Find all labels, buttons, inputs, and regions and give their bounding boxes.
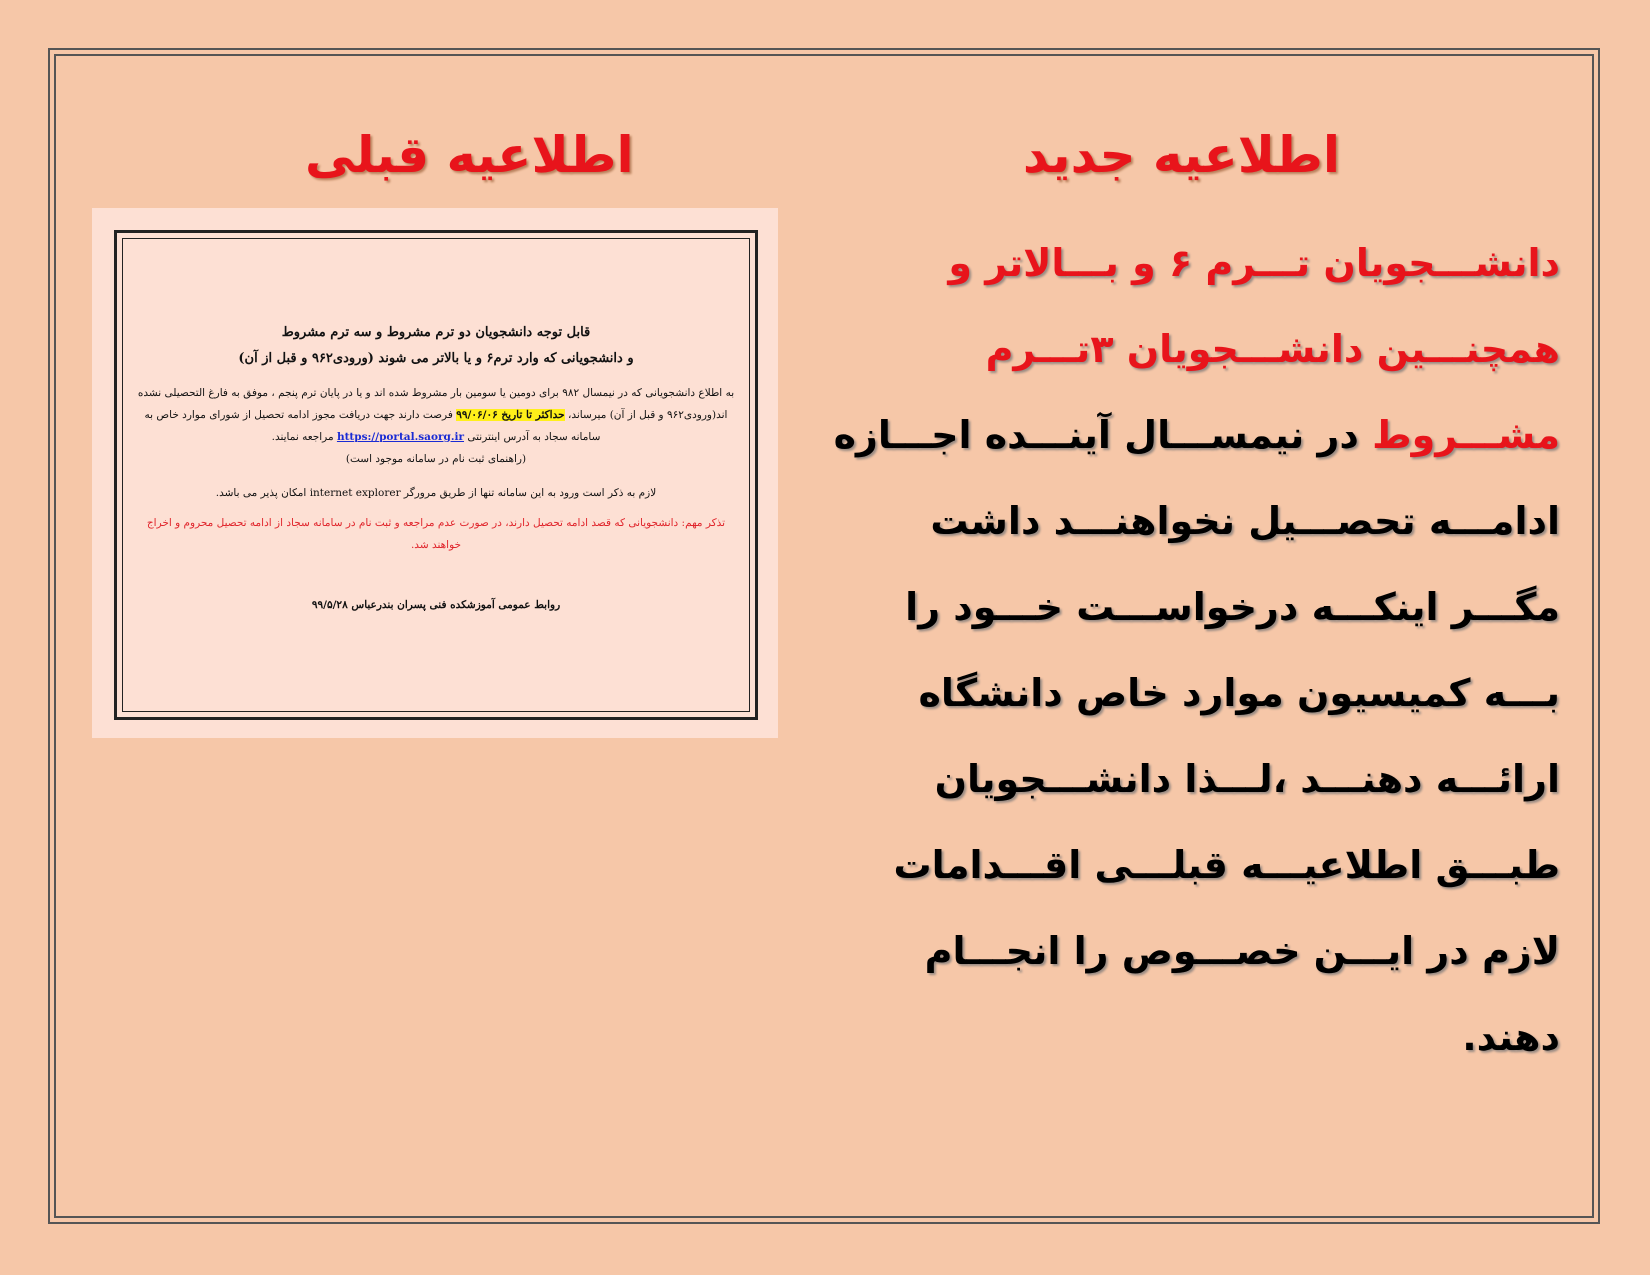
old-notice-title: اطلاعیه قبلی (305, 126, 634, 184)
new-notice-text (830, 220, 1560, 1080)
old-notice-content (136, 320, 736, 616)
old-notice-signature: روابط عمومی آموزشکده فنی پسران بندرعباس ۹۹/۵/۲۸ (311, 599, 561, 611)
old-notice-body-part2: فرصت دارند جهت دریافت مجوز ادامه تحصیل از شورای موارد خاص به سامانه سجاد به آدرس اینترنتی (144, 409, 601, 443)
old-notice-guide: (راهنمای ثبت نام در سامانه موجود است) (345, 453, 527, 465)
old-notice-browser-note: لازم به ذکر است ورود به این سامانه تنها از طریق مرورگر internet explorer امکان پذیر می باشد. (215, 487, 657, 499)
new-notice-title: اطلاعیه جدید (1022, 126, 1340, 184)
old-notice-heading-1: قابل توجه دانشجویان دو ترم مشروط و سه ترم مشروط (281, 325, 591, 340)
old-notice-heading-2: و دانشجویانی که وارد ترم۶ و یا بالاتر می شوند (ورودی۹۶۲ و قبل از آن) (238, 351, 634, 366)
new-notice-line2-red: دانشـــجویان ۳تـــرم مشـــروط (985, 327, 1560, 457)
new-notice-line2-black: در نیمســـال (1124, 413, 1373, 457)
old-notice-deadline-highlight: حداکثر تا تاریخ ۹۹/۰۶/۰۶ (456, 409, 565, 421)
old-notice-image (92, 208, 778, 738)
new-notice-body: آینـــده اجـــازه ادامـــه تحصـــیل نخواهنـــد داشت مگـــر اینکـــه درخواســـت خـــود را بـــه کمیسیون موارد خاص دانشگاه ارائـــه دهنـــد ،لـــذا دانشـــجویان طبـــق اطلاعیـــه قبلـــی اقـــدامات لازم در ایـــن خصـــوص را انجـــام دهند. (833, 413, 1560, 1059)
old-notice-body-part1: به اطلاع دانشجویانی که در نیمسال ۹۸۲ برای دومین یا سومین بار مشروط شده اند و یا در پایان ترم پنجم ، موفق به فارغ التحصیلی نشده اند(ورودی۹۶۲ و قبل از آن) میرساند، (137, 387, 735, 421)
old-notice-body (136, 382, 736, 470)
old-notice-body-part3: مراجعه نمایند. (271, 431, 337, 443)
old-notice-warning: تذکر مهم: دانشجویانی که قصد ادامه تحصیل دارند، در صورت عدم مراجعه و ثبت نام در سامانه سجاد از ادامه تحصیل محروم و اخراج خواهند شد. (146, 517, 726, 551)
portal-link[interactable]: https://portal.saorg.ir (336, 431, 465, 443)
new-notice-line1: دانشـــجویان تـــرم ۶ و بـــالاتر و همچنـــین (948, 241, 1560, 371)
